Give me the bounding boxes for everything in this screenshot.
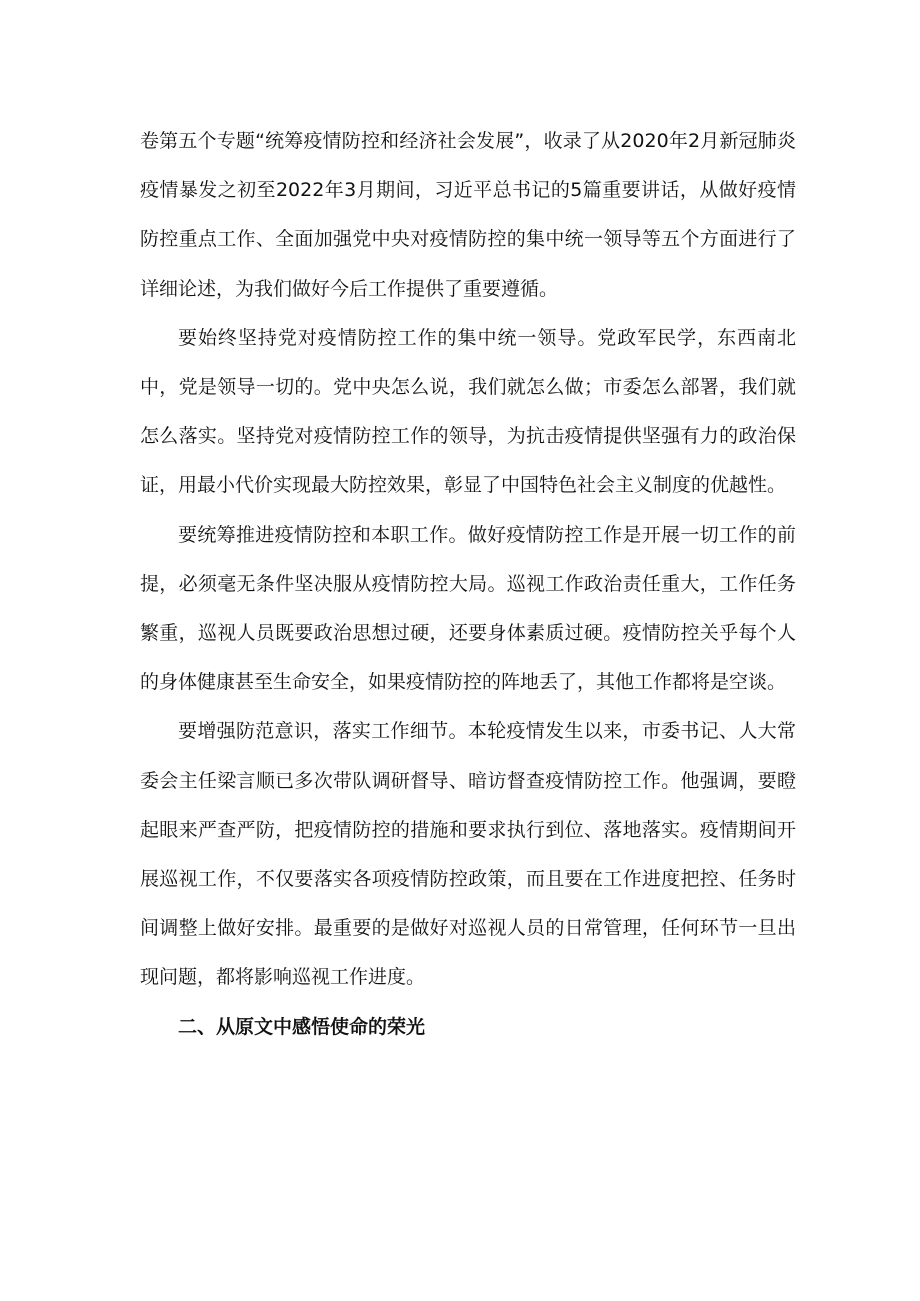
paragraph-continuation: 卷第五个专题“统筹疫情防控和经济社会发展”，收录了从2020年2月新冠肺炎疫情暴发之初至2022年3月期间，习近平总书记的5篇重要讲话，从做好疫情防控重点工作、全面加强党中央对疫情防控的集中统一领导等五个方面进行了详细论述，为我们做好今后工作提供了重要遵循。 (140, 130, 796, 300)
paragraph-prevention-awareness: 要增强防范意识，落实工作细节。本轮疫情发生以来，市委书记、人大常委会主任梁言顺已多次带队调研督导、暗访督查疫情防控工作。他强调，要瞪起眼来严查严防，把疫情防控的措施和要求执行到位、落地落实。疫情期间开展巡视工作，不仅要落实各项疫情防控政策，而且要在工作进度把控、任务时间调整上做好安排。最重要的是做好对巡视人员的日常管理，任何环节一旦出现问题，都将影响巡视工作进度。 (140, 720, 796, 989)
section-heading: 二、从原文中感悟使命的荣光 (178, 1015, 426, 1038)
document-body (140, 117, 796, 1052)
paragraph-coordinate-work: 要统筹推进疫情防控和本职工作。做好疫情防控工作是开展一切工作的前提，必须毫无条件坚决服从疫情防控大局。巡视工作政治责任重大，工作任务繁重，巡视人员既要政治思想过硬，还要身体素质过硬。疫情防控关乎每个人的身体健康甚至生命安全，如果疫情防控的阵地丢了，其他工作都将是空谈。 (140, 523, 796, 694)
paragraph-party-leadership: 要始终坚持党对疫情防控工作的集中统一领导。党政军民学，东西南北中，党是领导一切的。党中央怎么说，我们就怎么做；市委怎么部署，我们就怎么落实。坚持党对疫情防控工作的领导，为抗击疫情提供坚强有力的政治保证，用最小代价实现最大防控效果，彰显了中国特色社会主义制度的优越性。 (140, 326, 796, 497)
